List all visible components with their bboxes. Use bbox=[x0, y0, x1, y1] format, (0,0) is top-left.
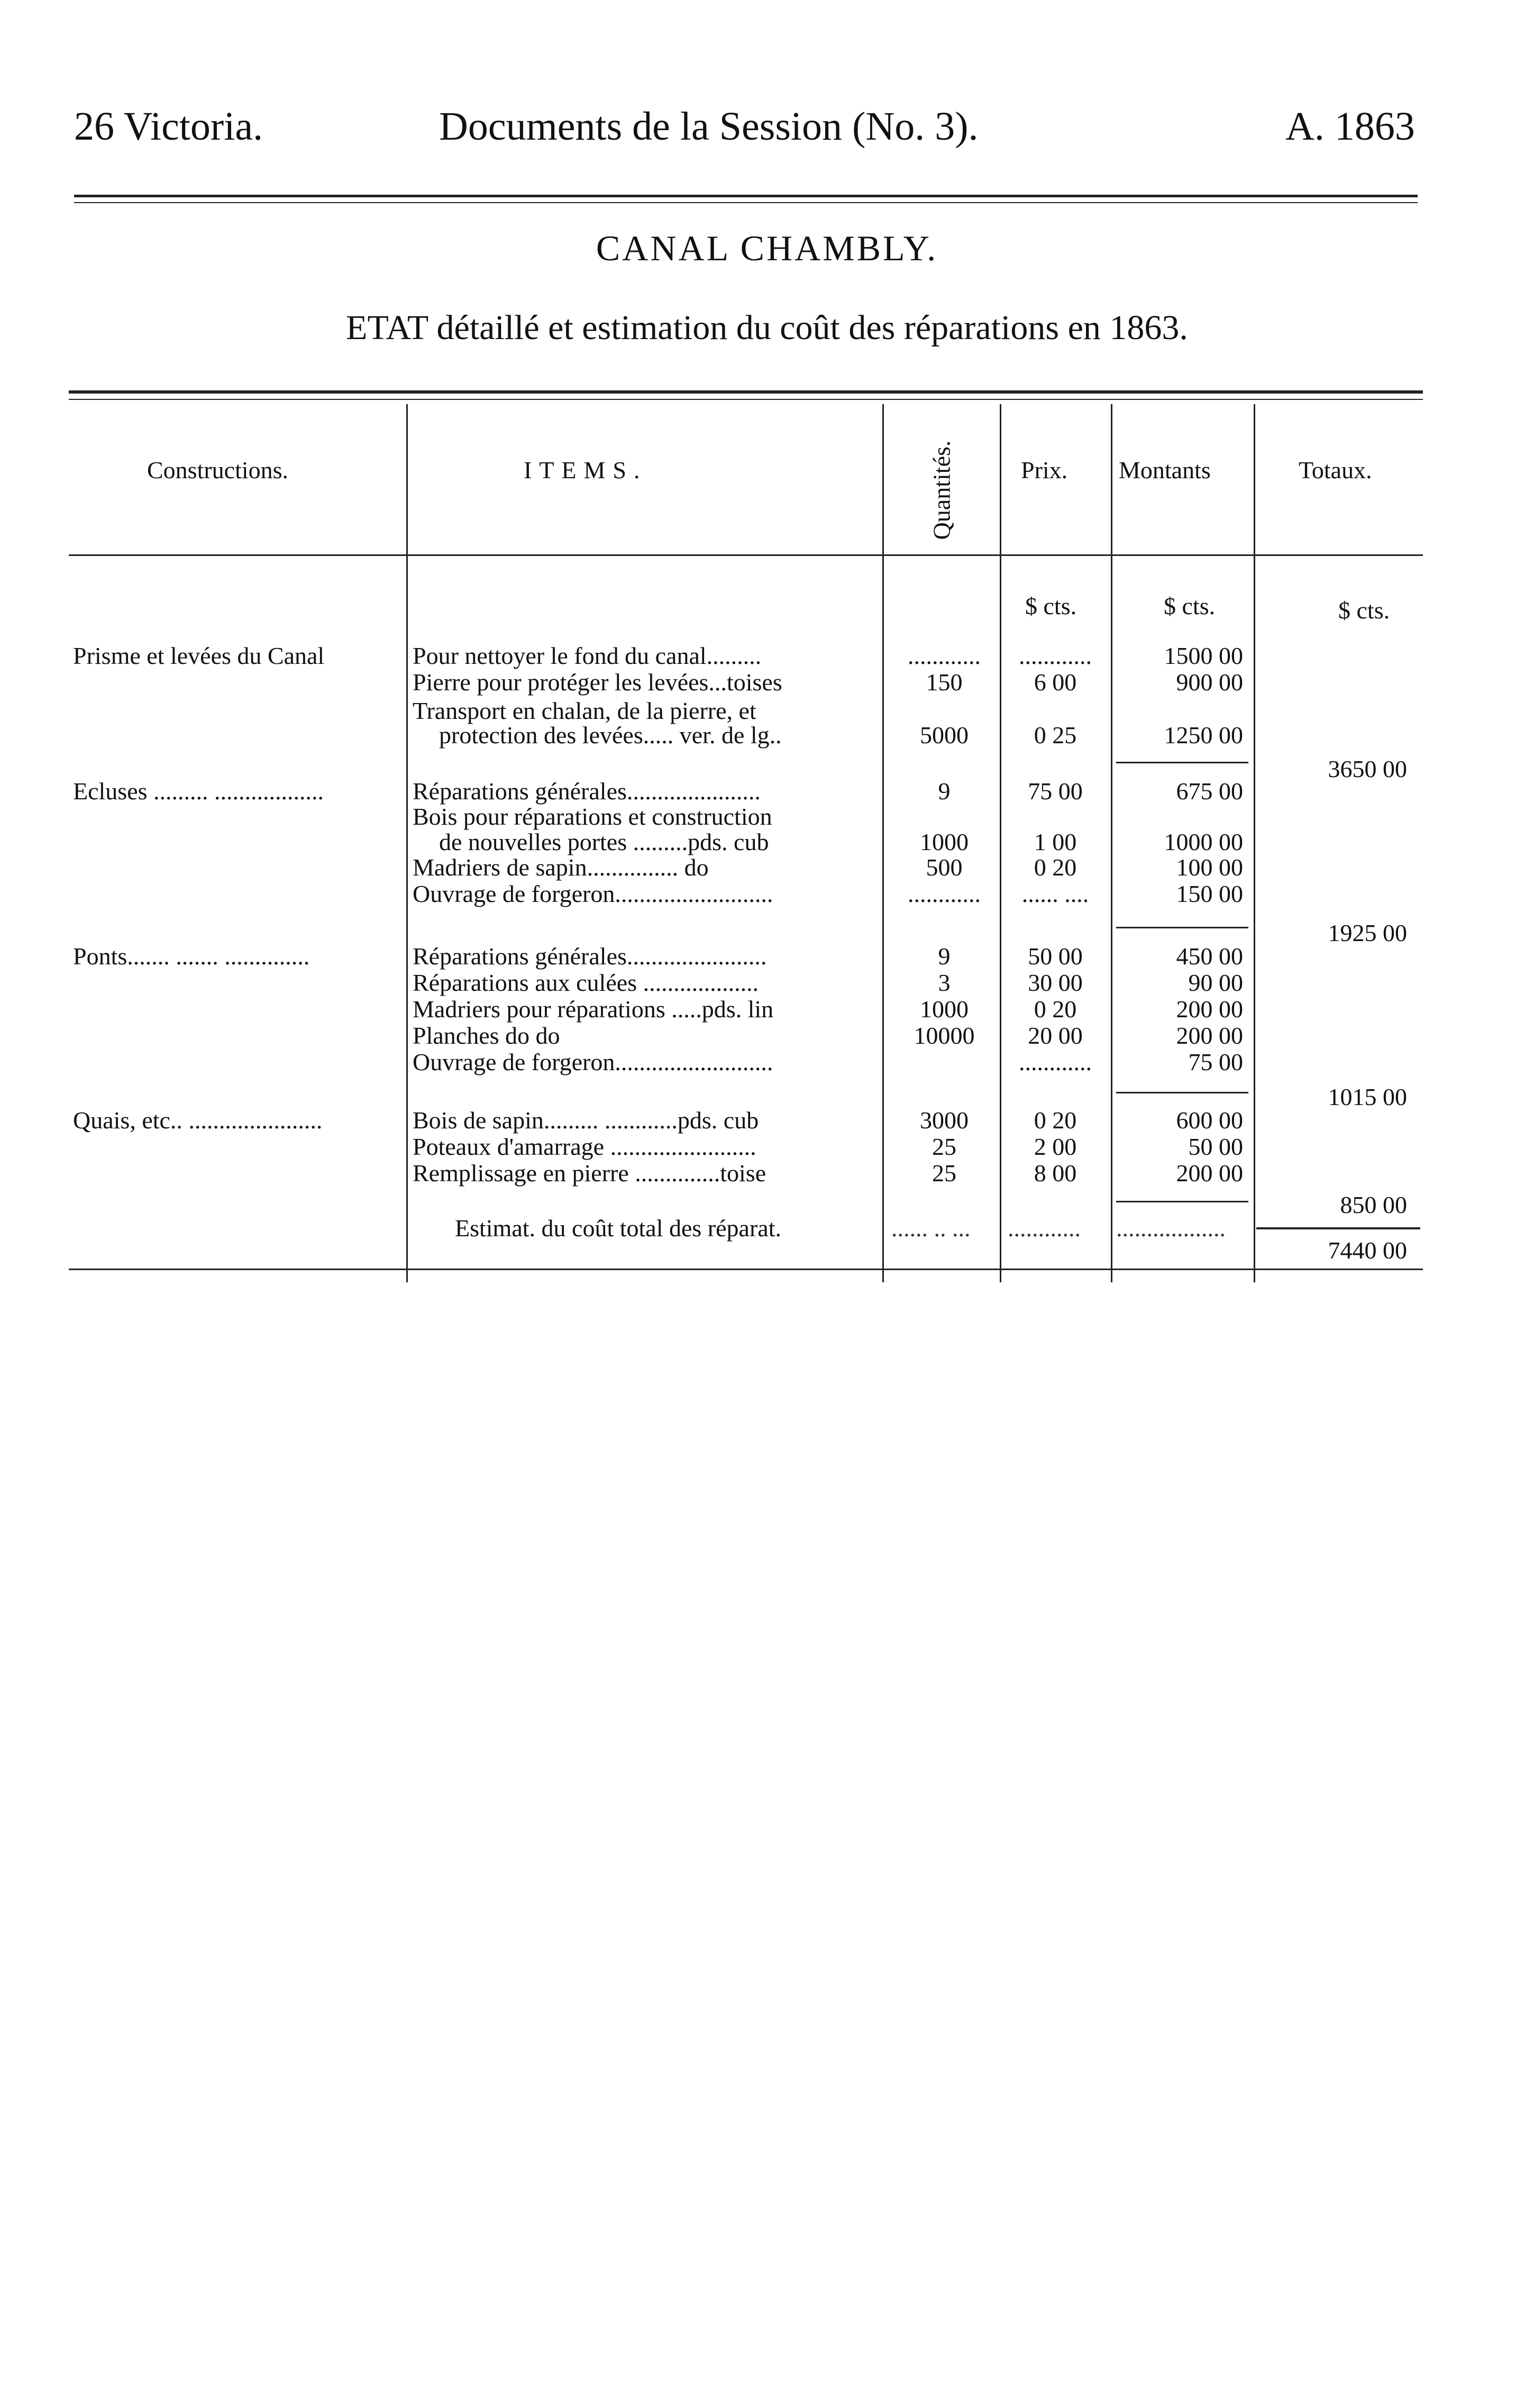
row-item: Pierre pour protéger les levées...toises bbox=[413, 669, 782, 696]
row-montant: 200 00 bbox=[1176, 996, 1243, 1023]
row-prix: 0 20 bbox=[1034, 996, 1077, 1023]
row-qty: 25 bbox=[932, 1160, 956, 1187]
col-header-quantites: Quantités. bbox=[928, 440, 955, 540]
row-item: protection des levées..... ver. de lg.. bbox=[439, 722, 782, 749]
col-divider-3 bbox=[1000, 404, 1001, 1282]
row-prix: 0 20 bbox=[1034, 854, 1077, 881]
unit-prix: $ cts. bbox=[1025, 592, 1077, 619]
total-ponts: 1015 00 bbox=[1328, 1083, 1407, 1110]
footer-item: Estimat. du coût total des réparat. bbox=[455, 1215, 781, 1242]
footer-prix: ............ bbox=[1008, 1215, 1081, 1242]
header-left: 26 Victoria. bbox=[74, 104, 263, 149]
table-top-rule bbox=[69, 390, 1423, 394]
row-item: Réparations générales....................... bbox=[413, 943, 767, 970]
row-prix: ............ bbox=[1019, 1048, 1092, 1075]
row-item: de nouvelles portes .........pds. cub bbox=[439, 828, 769, 855]
page-subtitle: ETAT détaillé et estimation du coût des réparations en 1863. bbox=[346, 308, 1188, 347]
row-prix: 50 00 bbox=[1028, 943, 1083, 970]
col-header-totaux: Totaux. bbox=[1299, 457, 1372, 484]
row-item: Réparations aux culées ................... bbox=[413, 969, 759, 996]
col-header-prix: Prix. bbox=[1021, 457, 1068, 484]
total-prisme: 3650 00 bbox=[1328, 755, 1407, 782]
row-prix: 8 00 bbox=[1034, 1160, 1077, 1187]
row-qty: 1000 bbox=[920, 828, 969, 855]
total-ecluses: 1925 00 bbox=[1328, 919, 1407, 946]
row-construction: Prisme et levées du Canal bbox=[73, 642, 325, 669]
row-prix: 30 00 bbox=[1028, 969, 1083, 996]
row-montant: 1000 00 bbox=[1164, 828, 1243, 855]
col-divider-4 bbox=[1111, 404, 1112, 1282]
header-bottom-rule bbox=[69, 554, 1423, 556]
table-bottom-rule bbox=[69, 1269, 1423, 1270]
row-prix: 0 20 bbox=[1034, 1107, 1077, 1134]
row-montant: 90 00 bbox=[1188, 969, 1243, 996]
row-item: Madriers de sapin............... do bbox=[413, 854, 709, 881]
row-montant: 150 00 bbox=[1176, 880, 1243, 907]
row-qty: ............ bbox=[908, 642, 981, 669]
row-prix: 6 00 bbox=[1034, 669, 1077, 696]
col-header-montants: Montants bbox=[1119, 457, 1211, 484]
row-qty: 3 bbox=[938, 969, 951, 996]
grand-total-rule bbox=[1256, 1227, 1420, 1229]
row-qty: 9 bbox=[938, 943, 951, 970]
row-montant: 450 00 bbox=[1176, 943, 1243, 970]
header-rule-thin bbox=[74, 202, 1418, 203]
row-item: Réparations générales...................... bbox=[413, 778, 761, 805]
subtotal-rule-2 bbox=[1116, 927, 1248, 928]
row-construction: Ponts....... ....... .............. bbox=[73, 943, 310, 970]
row-prix: ............ bbox=[1019, 642, 1092, 669]
col-header-constructions: Constructions. bbox=[147, 457, 289, 484]
row-montant: 1250 00 bbox=[1164, 722, 1243, 749]
row-montant: 75 00 bbox=[1188, 1048, 1243, 1075]
row-montant: 600 00 bbox=[1176, 1107, 1243, 1134]
row-montant: 100 00 bbox=[1176, 854, 1243, 881]
row-montant: 50 00 bbox=[1188, 1133, 1243, 1160]
row-item: Bois de sapin......... ............pds. cub bbox=[413, 1107, 759, 1134]
footer-qty: ...... .. ... bbox=[891, 1215, 971, 1242]
row-qty: 5000 bbox=[920, 722, 969, 749]
subtotal-rule-1 bbox=[1116, 762, 1248, 763]
row-item: Pour nettoyer le fond du canal......... bbox=[413, 642, 762, 669]
row-item: Madriers pour réparations .....pds. lin bbox=[413, 996, 774, 1023]
header-rule bbox=[74, 195, 1418, 197]
row-prix: 0 25 bbox=[1034, 722, 1077, 749]
row-item: Ouvrage de forgeron.......................... bbox=[413, 1048, 773, 1075]
row-qty: 1000 bbox=[920, 996, 969, 1023]
row-qty: ............ bbox=[908, 880, 981, 907]
col-divider-1 bbox=[406, 404, 408, 1282]
row-construction: Ecluses ......... .................. bbox=[73, 778, 324, 805]
row-prix: 20 00 bbox=[1028, 1022, 1083, 1049]
col-header-items: ITEMS. bbox=[524, 457, 647, 484]
row-item: Remplissage en pierre ..............toise bbox=[413, 1160, 766, 1187]
header-center: Documents de la Session (No. 3). bbox=[439, 104, 979, 149]
row-item: Planches do do bbox=[413, 1022, 560, 1049]
row-montant: 1500 00 bbox=[1164, 642, 1243, 669]
row-qty: 10000 bbox=[914, 1022, 975, 1049]
subtotal-rule-4 bbox=[1116, 1201, 1248, 1202]
header-right: A. 1863 bbox=[1285, 104, 1415, 149]
table-top-rule-thin bbox=[69, 399, 1423, 400]
row-prix: 75 00 bbox=[1028, 778, 1083, 805]
footer-montant: .................. bbox=[1116, 1215, 1226, 1242]
page-title: CANAL CHAMBLY. bbox=[596, 228, 938, 268]
row-qty: 9 bbox=[938, 778, 951, 805]
row-item: Ouvrage de forgeron.......................... bbox=[413, 880, 773, 907]
grand-total: 7440 00 bbox=[1328, 1237, 1407, 1264]
row-montant: 675 00 bbox=[1176, 778, 1243, 805]
total-quais: 850 00 bbox=[1340, 1191, 1407, 1218]
row-qty: 3000 bbox=[920, 1107, 969, 1134]
row-qty: 150 bbox=[926, 669, 963, 696]
row-prix: 1 00 bbox=[1034, 828, 1077, 855]
row-item: Poteaux d'amarrage ........................ bbox=[413, 1133, 756, 1160]
unit-totaux: $ cts. bbox=[1338, 597, 1390, 624]
row-montant: 200 00 bbox=[1176, 1160, 1243, 1187]
subtotal-rule-3 bbox=[1116, 1092, 1248, 1093]
row-qty: 25 bbox=[932, 1133, 956, 1160]
row-item: Bois pour réparations et construction bbox=[413, 803, 772, 830]
row-prix: ...... .... bbox=[1021, 880, 1089, 907]
row-item: Transport en chalan, de la pierre, et bbox=[413, 697, 756, 724]
unit-montants: $ cts. bbox=[1164, 592, 1216, 619]
row-montant: 900 00 bbox=[1176, 669, 1243, 696]
row-qty: 500 bbox=[926, 854, 963, 881]
row-montant: 200 00 bbox=[1176, 1022, 1243, 1049]
col-divider-5 bbox=[1254, 404, 1255, 1282]
row-construction: Quais, etc.. ...................... bbox=[73, 1107, 323, 1134]
row-prix: 2 00 bbox=[1034, 1133, 1077, 1160]
